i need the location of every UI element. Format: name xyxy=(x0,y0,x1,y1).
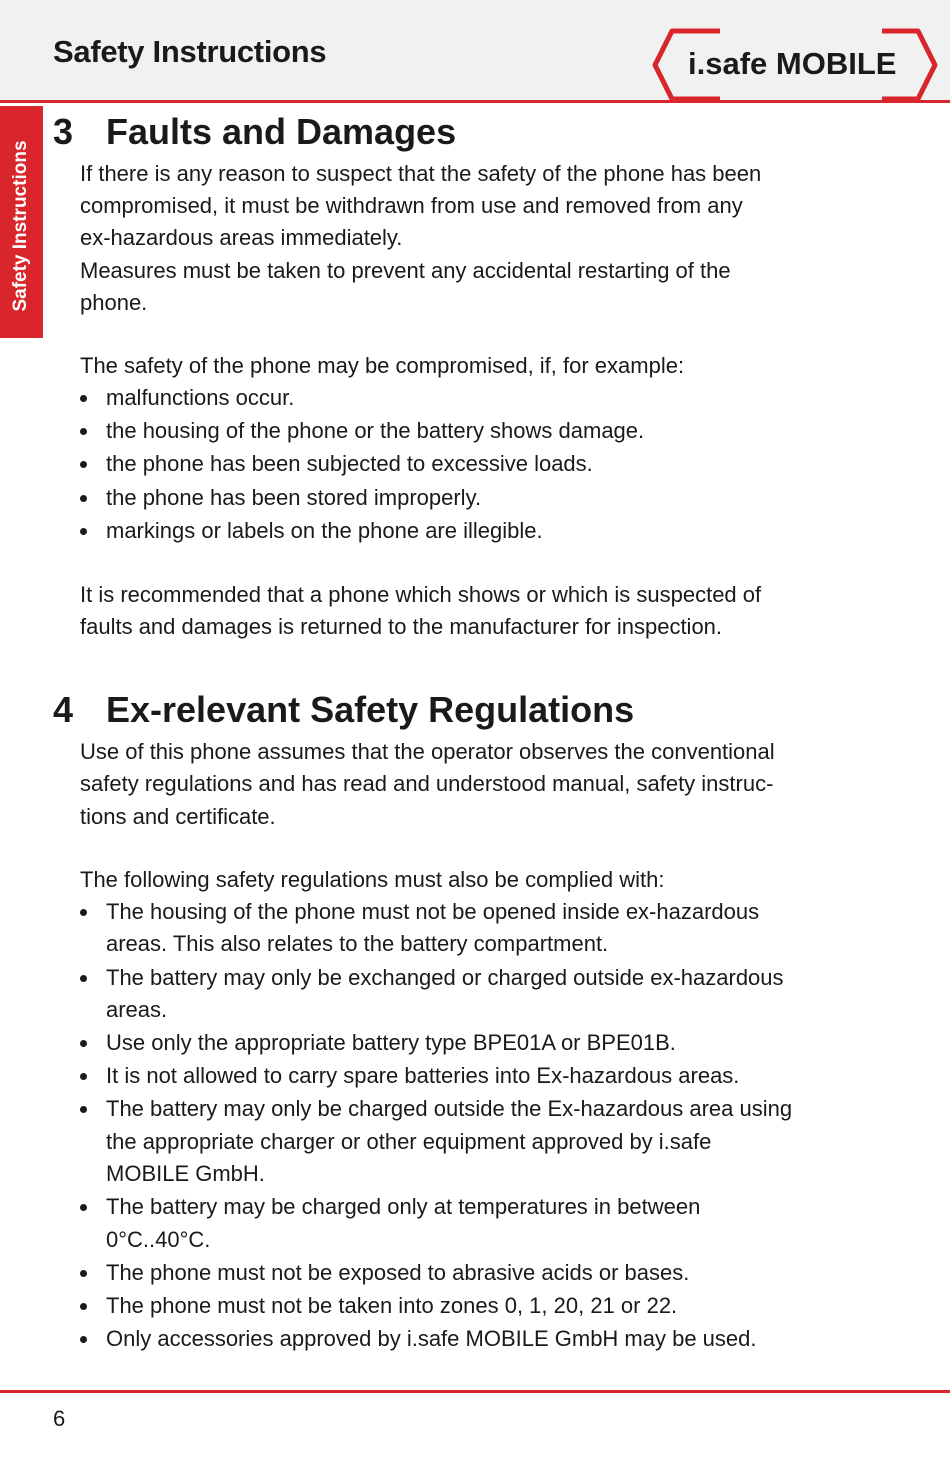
list-item: It is not allowed to carry spare batteries into Ex-hazardous areas. xyxy=(80,1060,873,1093)
header-title: Safety Instructions xyxy=(53,34,327,69)
bullet-icon xyxy=(80,909,87,916)
bullet-icon xyxy=(80,975,87,982)
section-intro xyxy=(53,158,873,319)
page-content xyxy=(53,106,873,1356)
list-item: The battery may only be exchanged or charged outside ex-hazardous areas. xyxy=(80,962,873,1027)
paragraph-line: faults and damages is returned to the manufacturer for inspection. xyxy=(80,613,723,639)
bullet-icon xyxy=(80,428,87,435)
bullet-icon xyxy=(80,1106,87,1113)
bullet-icon xyxy=(80,1336,87,1343)
brand-logo xyxy=(650,24,940,106)
bullet-icon xyxy=(80,1040,87,1047)
recommendation-paragraph xyxy=(53,579,873,643)
list-item: the phone has been stored improperly. xyxy=(80,482,873,515)
list-item: The battery may only be charged outside the Ex-hazardous area using the appropriate charger or other equipment approved by i.safe MOBILE GmbH. xyxy=(80,1093,873,1191)
paragraph-line: ex-hazardous areas immediately. xyxy=(80,225,403,251)
list-item: the housing of the phone or the battery shows damage. xyxy=(80,415,873,448)
bullet-icon xyxy=(80,1270,87,1277)
section-faults-and-damages xyxy=(53,106,873,643)
section-ex-relevant-safety-regulations xyxy=(53,684,873,1356)
side-tab xyxy=(0,106,43,338)
bullet-icon xyxy=(80,1073,87,1080)
bullet-icon xyxy=(80,1303,87,1310)
list-item: The phone must not be exposed to abrasive acids or bases. xyxy=(80,1257,873,1290)
paragraph-line: If there is any reason to suspect that the safety of the phone has been xyxy=(80,161,762,186)
list-item: The housing of the phone must not be opened inside ex-hazardous areas. This also relates to the battery compartment. xyxy=(80,896,873,961)
bullet-icon xyxy=(80,528,87,535)
section-title: Faults and Damages xyxy=(106,111,457,152)
list-item: The phone must not be taken into zones 0, 1, 20, 21 or 22. xyxy=(80,1290,873,1323)
side-tab-label: Safety Instructions xyxy=(10,140,31,312)
section-intro xyxy=(53,736,873,833)
paragraph-line: compromised, it must be withdrawn from use and removed from any xyxy=(80,193,743,219)
list-item: Only accessories approved by i.safe MOBILE GmbH may be used. xyxy=(80,1323,873,1356)
bullet-list xyxy=(53,382,873,547)
footer-divider xyxy=(0,1390,950,1393)
list-intro: The safety of the phone may be compromised, if, for example: xyxy=(80,353,685,379)
section-title: Ex-relevant Safety Regulations xyxy=(106,689,635,731)
bullet-icon xyxy=(80,1204,87,1211)
section-heading xyxy=(53,684,873,736)
list-item: markings or labels on the phone are illegible. xyxy=(80,515,873,548)
list-item: the phone has been subjected to excessive loads. xyxy=(80,448,873,481)
logo-text: i.safe MOBILE xyxy=(688,46,897,81)
list-intro: The following safety regulations must also be complied with: xyxy=(80,866,665,892)
paragraph-line: safety regulations and has read and understood manual, safety instruc- xyxy=(80,771,774,797)
paragraph-line: Use of this phone assumes that the operator observes the conventional xyxy=(80,739,775,765)
paragraph-line: Measures must be taken to prevent any accidental restarting of the xyxy=(80,257,731,283)
paragraph-line: tions and certificate. xyxy=(80,803,276,829)
section-number: 3 xyxy=(53,111,74,152)
bullet-list xyxy=(53,896,873,1356)
paragraph-line: It is recommended that a phone which shows or which is suspected of xyxy=(80,581,762,607)
bullet-icon xyxy=(80,495,87,502)
list-item: malfunctions occur. xyxy=(80,382,873,415)
bullet-icon xyxy=(80,461,87,468)
list-item: The battery may be charged only at temperatures in between 0°C..40°C. xyxy=(80,1191,873,1256)
bullet-icon xyxy=(80,395,87,402)
section-heading xyxy=(53,106,873,158)
paragraph-line: phone. xyxy=(80,289,148,315)
section-number: 4 xyxy=(53,689,74,731)
list-item: Use only the appropriate battery type BPE01A or BPE01B. xyxy=(80,1027,873,1060)
header-divider xyxy=(0,100,950,103)
page-number: 6 xyxy=(53,1406,66,1431)
